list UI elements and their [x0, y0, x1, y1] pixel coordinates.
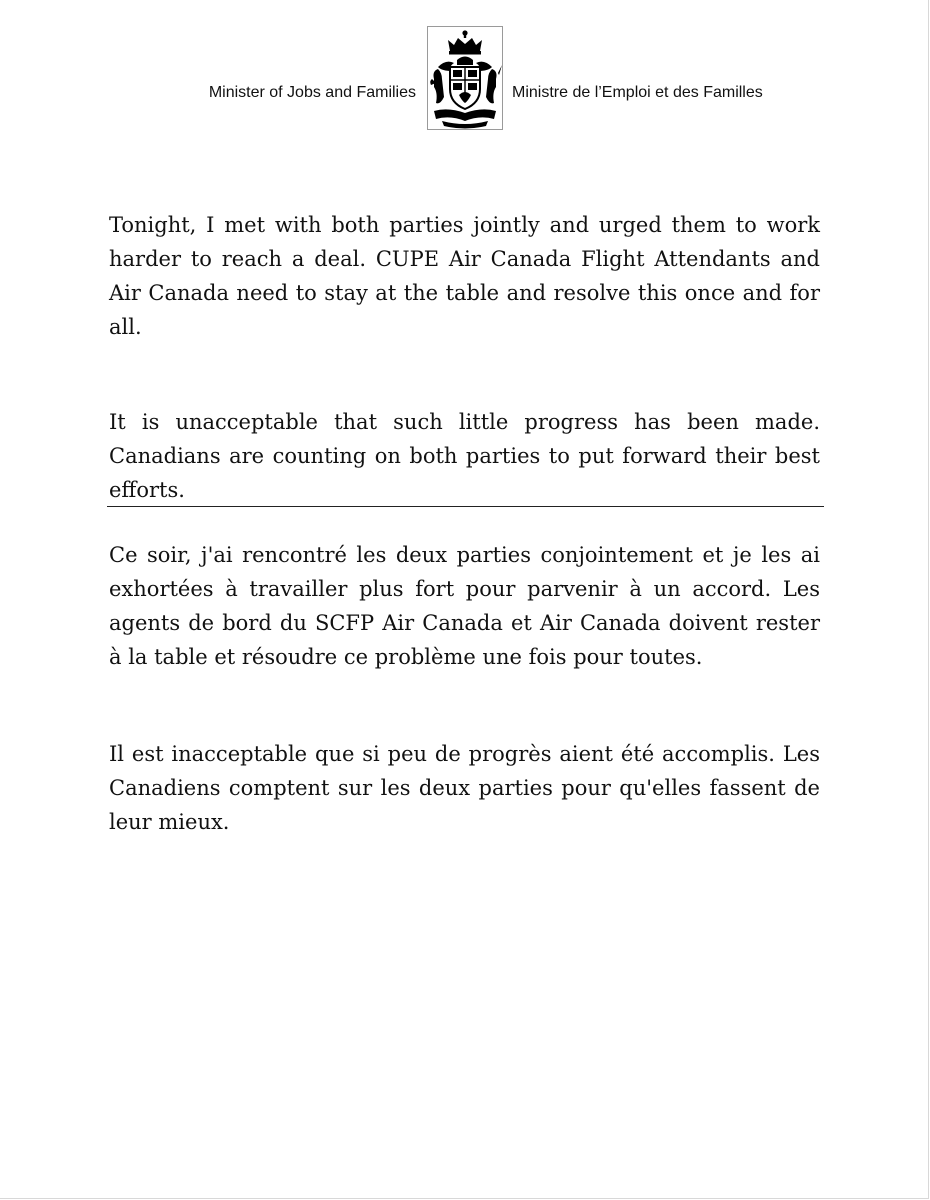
english-paragraph-2: It is unacceptable that such little progress has been made. Canadians are counting on both parties to put forward their best efforts. — [109, 410, 820, 502]
minister-title-french: Ministre de l’Emploi et des Familles — [512, 84, 763, 101]
coat-of-arms-icon — [427, 26, 503, 130]
letterhead — [0, 26, 930, 132]
french-paragraph-1: Ce soir, j'ai rencontré les deux parties conjointement et je les ai exhortées à travailler plus fort pour parvenir à un accord. Les agents de bord du SCFP Air Canada et Air Canada doivent rester à la table et résoudre ce problème une fois pour toutes. — [109, 543, 820, 669]
french-paragraph-2: Il est inacceptable que si peu de progrès aient été accomplis. Les Canadiens comptent sur les deux parties pour qu'elles fassent de leur mieux. — [109, 742, 820, 834]
english-paragraph-1: Tonight, I met with both parties jointly and urged them to work harder to reach a deal. CUPE Air Canada Flight Attendants and Air Canada need to stay at the table and resolve this once and for all. — [109, 213, 820, 339]
language-divider — [107, 506, 824, 507]
minister-title-english: Minister of Jobs and Families — [208, 84, 416, 101]
